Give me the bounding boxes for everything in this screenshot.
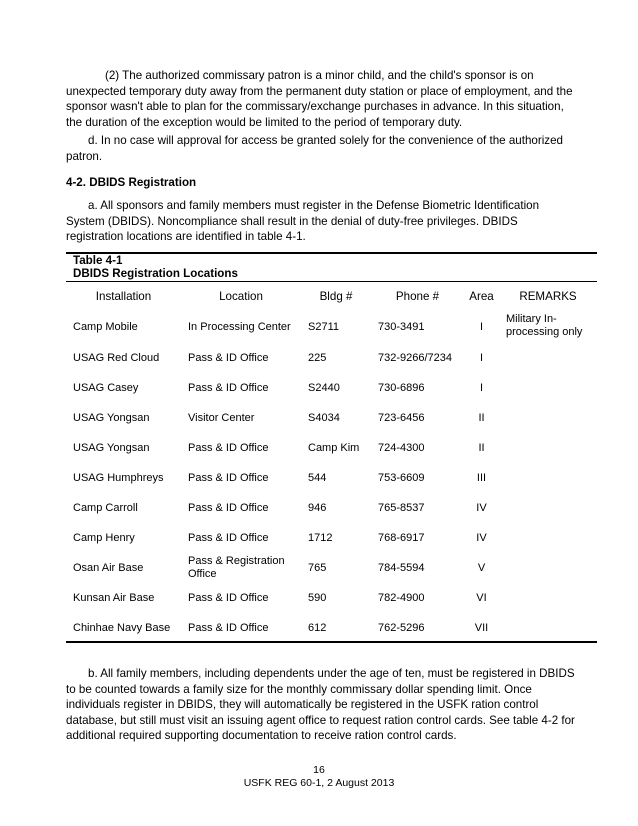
table-top-rule	[66, 252, 597, 254]
cell-phone: 762-5296	[378, 621, 425, 634]
header-remarks: REMARKS	[519, 289, 577, 303]
paragraph-line: a. All sponsors and family members must register in the Defense Biometric Identification	[88, 199, 540, 212]
page-number: 16	[313, 764, 325, 776]
cell-phone: 765-8537	[378, 501, 425, 514]
cell-installation: Camp Henry	[73, 531, 135, 544]
cell-installation: USAG Casey	[73, 381, 139, 394]
paragraph-line: to be counted towards a family size for the monthly commissary dollar spending limit. Once	[66, 682, 532, 696]
cell-phone: 732-9266/7234	[378, 351, 453, 364]
cell-installation: Chinhae Navy Base	[73, 621, 171, 634]
table-row	[66, 613, 597, 643]
cell-location: Pass & Registration Office	[188, 555, 285, 580]
cell-bldg: 765	[308, 561, 327, 574]
table-row	[66, 553, 597, 583]
cell-remarks	[499, 493, 597, 523]
cell-location: Pass & ID Office	[188, 501, 269, 514]
cell-area: III	[476, 471, 487, 484]
table-row	[66, 403, 597, 433]
cell-phone: 723-6456	[378, 411, 425, 424]
cell-location: Visitor Center	[188, 411, 255, 424]
paragraph-line: d. In no case will approval for access be granted solely for the convenience of the authorized	[88, 134, 563, 147]
paragraph-line: (2) The authorized commissary patron is a minor child, and the child's sponsor is on	[105, 69, 534, 82]
cell-installation: USAG Yongsan	[73, 411, 150, 424]
cell-bldg: 590	[308, 591, 327, 604]
cell-bldg: 1712	[308, 531, 333, 544]
cell-bldg: S2711	[308, 320, 339, 333]
paragraph-line: additional required supporting documentation to receive ration control cards.	[66, 729, 457, 743]
paragraph-line: the duration of the exception would be limited to the period of temporary duty.	[66, 115, 463, 129]
cell-bldg: Camp Kim	[308, 441, 360, 454]
paragraph-line: b. All family members, including dependents under the age of ten, must be registered in DBIDS	[88, 667, 575, 680]
section-heading: 4-2. DBIDS Registration	[66, 176, 197, 189]
cell-bldg: S2440	[308, 381, 340, 394]
cell-remarks	[499, 553, 597, 583]
cell-installation: Camp Carroll	[73, 501, 138, 514]
header-area: Area	[469, 289, 494, 303]
cell-area: II	[478, 441, 485, 454]
cell-remarks	[499, 583, 597, 613]
cell-area: IV	[476, 501, 487, 514]
table-title: DBIDS Registration Locations	[73, 267, 238, 280]
registration-table	[66, 281, 597, 643]
table-row	[66, 583, 597, 613]
cell-area: VI	[476, 591, 487, 604]
cell-installation: Kunsan Air Base	[73, 591, 155, 604]
cell-remarks	[499, 403, 597, 433]
cell-location: Pass & ID Office	[188, 441, 269, 454]
table-row	[66, 493, 597, 523]
cell-area: I	[479, 381, 484, 394]
cell-installation: Camp Mobile	[73, 320, 138, 333]
table-row	[66, 523, 597, 553]
cell-bldg: 946	[308, 501, 327, 514]
paragraph-2	[66, 68, 578, 130]
cell-location: Pass & ID Office	[188, 381, 269, 394]
cell-location: Pass & ID Office	[188, 621, 269, 634]
cell-area: V	[477, 561, 486, 574]
table-row	[66, 373, 597, 403]
cell-installation: USAG Humphreys	[73, 471, 164, 484]
cell-phone: 730-3491	[378, 320, 425, 333]
cell-bldg: S4034	[308, 411, 340, 424]
cell-location: Pass & ID Office	[188, 531, 269, 544]
paragraph-a	[66, 198, 578, 245]
cell-bldg: 612	[308, 621, 327, 634]
cell-remarks	[499, 613, 597, 643]
cell-location: Pass & ID Office	[188, 591, 269, 604]
cell-bldg: 544	[308, 471, 327, 484]
cell-phone: 753-6609	[378, 471, 425, 484]
table-bottom-rule	[66, 641, 597, 643]
paragraph-line: database, but still must visit an issuing agent office to request ration control cards. See table 4-2 for	[66, 713, 575, 727]
table-row	[66, 433, 597, 463]
cell-installation: Osan Air Base	[73, 561, 144, 574]
cell-remarks	[499, 523, 597, 553]
cell-remarks: Military In-processing only	[506, 313, 583, 338]
document-id: USFK REG 60-1, 2 August 2013	[243, 777, 395, 789]
header-location: Location	[219, 289, 263, 303]
cell-area: I	[479, 320, 484, 333]
cell-phone: 724-4300	[378, 441, 425, 454]
table-header-row	[66, 281, 597, 311]
cell-remarks	[499, 463, 597, 493]
paragraph-line: registration locations are identified in table 4-1.	[66, 230, 306, 244]
cell-phone: 768-6917	[378, 531, 425, 544]
cell-remarks	[499, 433, 597, 463]
cell-phone: 784-5594	[378, 561, 425, 574]
cell-area: II	[478, 411, 485, 424]
cell-remarks	[499, 373, 597, 403]
table-row	[66, 311, 597, 343]
paragraph-b	[66, 666, 578, 744]
table-row	[66, 343, 597, 373]
paragraph-line: unexpected temporary duty away from the permanent duty station or place of employment, and the	[66, 84, 573, 98]
cell-area: IV	[476, 531, 487, 544]
header-bldg: Bldg #	[319, 289, 353, 303]
paragraph-line: individuals register in DBIDS, they will automatically be registered in the USFK ration control	[66, 698, 539, 712]
cell-bldg: 225	[308, 351, 327, 364]
cell-location: Pass & ID Office	[188, 471, 269, 484]
cell-installation: USAG Red Cloud	[73, 351, 160, 364]
paragraph-line: patron.	[66, 149, 103, 163]
cell-remarks	[499, 343, 597, 373]
paragraph-line: System (DBIDS). Noncompliance shall result in the denial of duty-free privileges. DBIDS	[66, 214, 518, 228]
cell-phone: 782-4900	[378, 591, 425, 604]
table-number: Table 4-1	[73, 254, 123, 267]
cell-phone: 730-6896	[378, 381, 425, 394]
header-installation: Installation	[95, 289, 152, 303]
paragraph-line: sponsor wasn't able to plan for the commissary/exchange purchases in advance. In this situation,	[66, 100, 564, 114]
cell-area: VII	[474, 621, 489, 634]
cell-installation: USAG Yongsan	[73, 441, 150, 454]
cell-area: I	[479, 351, 484, 364]
header-phone: Phone #	[395, 289, 440, 303]
paragraph-d	[66, 133, 578, 164]
cell-location: In Processing Center	[188, 320, 291, 333]
table-row	[66, 463, 597, 493]
cell-location: Pass & ID Office	[188, 351, 269, 364]
